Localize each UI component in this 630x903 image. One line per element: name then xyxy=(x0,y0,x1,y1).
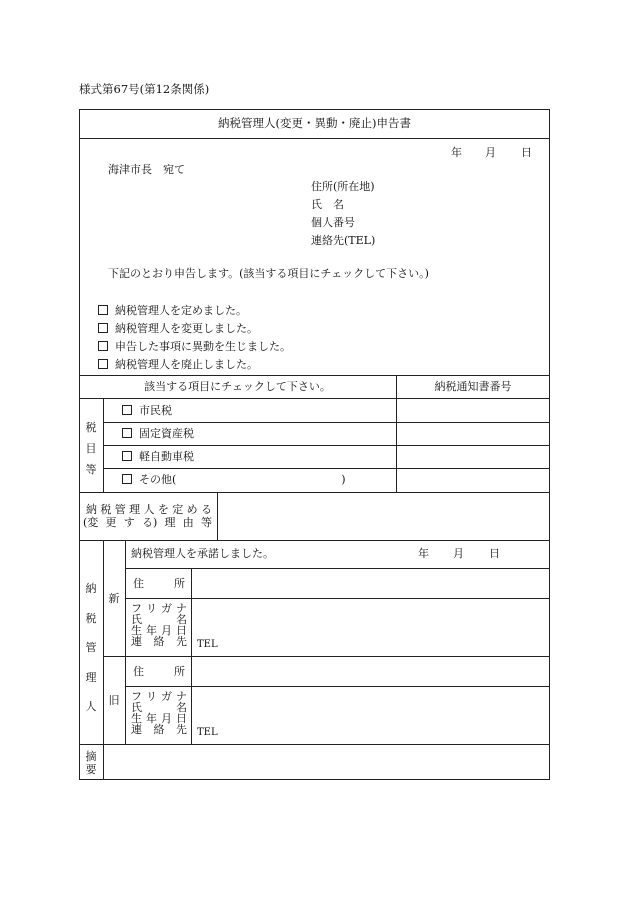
header-check-items: 該当する項目にチェックして下さい。 xyxy=(144,380,331,393)
rule-header-bottom xyxy=(79,398,550,399)
furigana-label: フ リ ガ ナ xyxy=(131,602,187,615)
new-manager-label: 新 xyxy=(108,592,120,605)
rule-new-address xyxy=(125,598,550,599)
reason-label-line1: 納 税 管 理 人 を 定 め る xyxy=(86,503,212,516)
date-day: 日 xyxy=(521,146,532,159)
checkbox[interactable] xyxy=(122,428,132,438)
checkbox[interactable] xyxy=(122,451,132,461)
applicant-address-label: 住所(所在地) xyxy=(311,180,375,193)
form-title: 納税管理人(変更・異動・廃止)申告書 xyxy=(218,116,411,130)
header-notice-number: 納税通知書番号 xyxy=(434,380,512,393)
form-code: 様式第67号(第12条関係) xyxy=(79,82,210,96)
rule-reason-bottom xyxy=(79,540,550,541)
tax-item-property[interactable]: 固定資産税 xyxy=(122,428,194,439)
rule-remarks-label xyxy=(103,744,104,780)
name-label: 氏 名 xyxy=(131,701,187,714)
option-abolish[interactable]: 納税管理人を廃止しました。 xyxy=(98,359,258,370)
checkbox[interactable] xyxy=(98,341,108,351)
rule-new-field-label xyxy=(191,568,192,656)
option-change[interactable]: 納税管理人を変更しました。 xyxy=(98,323,258,334)
old-manager-label: 旧 xyxy=(108,694,120,707)
checkbox[interactable] xyxy=(98,323,108,333)
accepted-text: 納税管理人を承諾しました。 xyxy=(131,547,274,560)
rule-title-bottom xyxy=(79,138,550,139)
rule-old-address xyxy=(125,686,550,687)
rule-header-top xyxy=(79,375,550,376)
birthdate-label: 生 年 月 日 xyxy=(131,624,187,637)
rule-tax-2 xyxy=(103,445,550,446)
rule-tax-label xyxy=(103,398,104,492)
applicant-personal-number-label: 個人番号 xyxy=(311,216,355,229)
new-details-labels xyxy=(131,603,187,647)
checkbox[interactable] xyxy=(98,359,108,369)
rule-new-old-label xyxy=(125,540,126,744)
contact-label: 連 絡 先 xyxy=(131,723,187,736)
rule-reason-label xyxy=(217,492,218,540)
tax-item-other[interactable]: その他( ) xyxy=(122,474,346,485)
old-details-labels xyxy=(131,691,187,735)
rule-notice-column xyxy=(396,375,397,492)
applicant-name-label: 氏 名 xyxy=(311,198,344,211)
option-modify[interactable]: 申告した事項に異動を生じました。 xyxy=(98,341,291,352)
rule-new-bottom xyxy=(103,656,550,657)
applicant-contact-label: 連絡先(TEL) xyxy=(311,234,376,247)
contact-label: 連 絡 先 xyxy=(131,635,187,648)
remarks-label: 摘 要 xyxy=(85,750,97,776)
tax-item-resident[interactable]: 市民税 xyxy=(122,405,172,416)
old-tel-label: TEL xyxy=(197,727,218,738)
addressee: 海津市長 宛て xyxy=(108,163,185,176)
checkbox[interactable] xyxy=(98,305,108,315)
rule-tax-3 xyxy=(103,468,550,469)
checkbox[interactable] xyxy=(122,474,132,484)
rule-manager-bottom xyxy=(79,744,550,745)
furigana-label: フ リ ガ ナ xyxy=(131,690,187,703)
rule-new-accept xyxy=(125,568,550,569)
rule-old-field-label xyxy=(191,656,192,744)
rule-tax-bottom xyxy=(79,492,550,493)
checkbox[interactable] xyxy=(122,405,132,415)
birthdate-label: 生 年 月 日 xyxy=(131,712,187,725)
tax-category-label: 税 目 等 xyxy=(85,421,97,476)
rule-tax-1 xyxy=(103,422,550,423)
new-tel-label: TEL xyxy=(197,639,218,650)
tax-item-light-vehicle[interactable]: 軽自動車税 xyxy=(122,451,194,462)
name-label: 氏 名 xyxy=(131,613,187,626)
tax-manager-label: 納 税 管 理 人 xyxy=(85,582,97,713)
date-year: 年 xyxy=(451,146,462,159)
reason-label-line2: (変 更 す る) 理 由 等 xyxy=(83,516,212,529)
date-month: 月 xyxy=(485,146,496,159)
accepted-date-year: 年 xyxy=(418,547,429,560)
option-appoint[interactable]: 納税管理人を定めました。 xyxy=(98,305,247,316)
rule-manager-label xyxy=(103,540,104,744)
old-address-label: 住 所 xyxy=(133,665,185,678)
accepted-date-month: 月 xyxy=(453,547,464,560)
instruction-text: 下記のとおり申告します。(該当する項目にチェックして下さい。) xyxy=(108,267,429,280)
new-address-label: 住 所 xyxy=(133,577,185,590)
accepted-date-day: 日 xyxy=(489,547,500,560)
